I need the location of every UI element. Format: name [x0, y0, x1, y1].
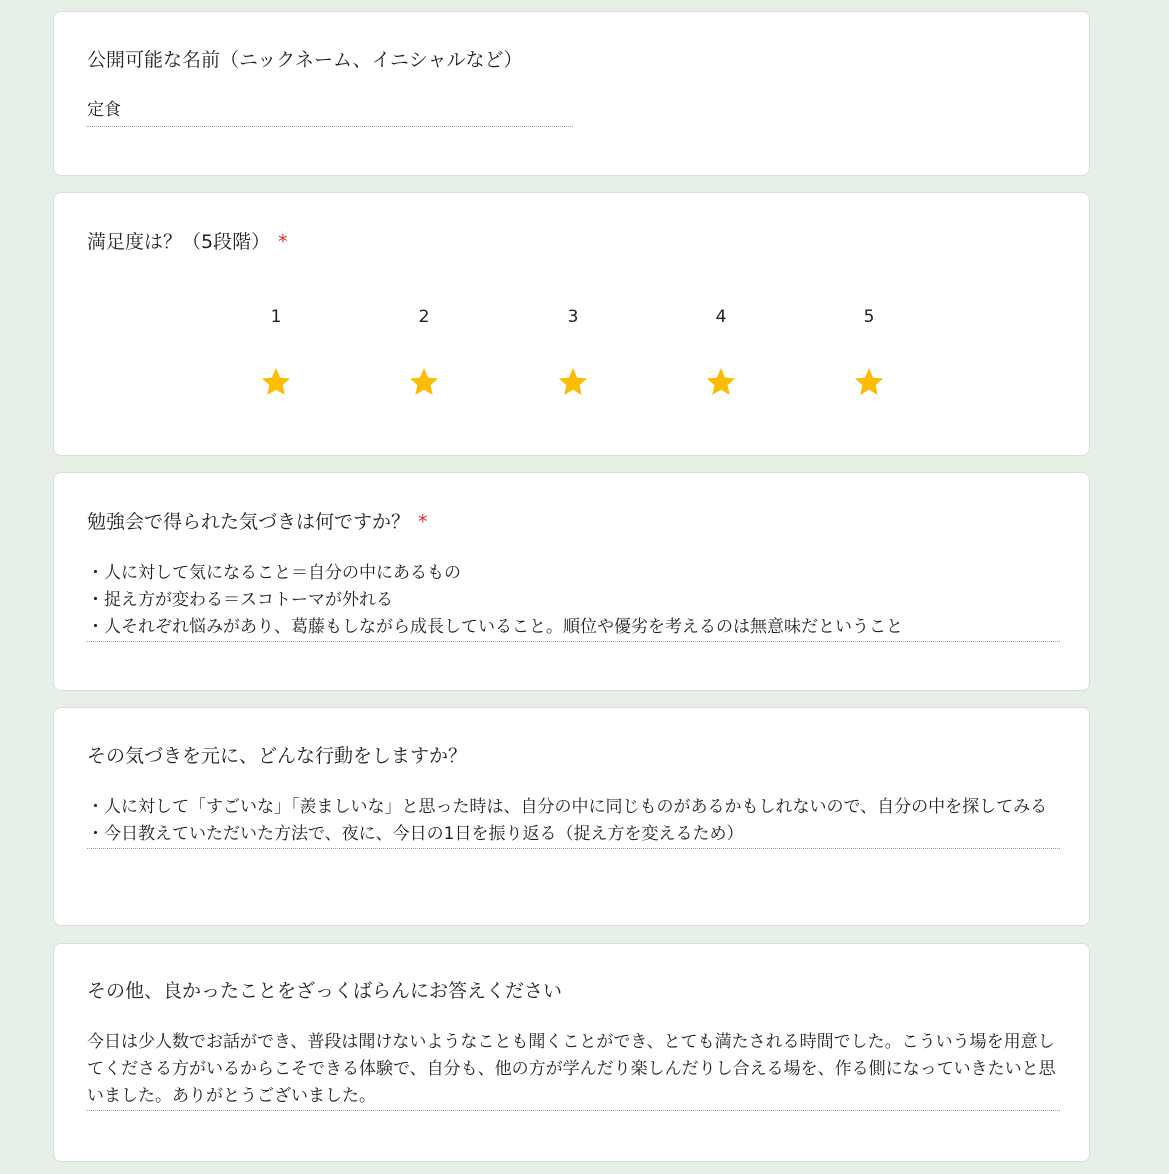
- star-icon[interactable]: [406, 365, 442, 399]
- question-title: 公開可能な名前（ニックネーム、イニシャルなど）: [87, 49, 523, 71]
- star-icon[interactable]: [851, 365, 887, 399]
- required-asterisk: *: [278, 231, 288, 253]
- star-icon[interactable]: [555, 365, 591, 399]
- answer-field-other[interactable]: 今日は少人数でお話ができ、普段は聞けないようなことも聞くことができ、とても満たされる時間でした。こういう場を用意してくださる方がいるからこそできる体験で、自分も、他の方が学んだり楽しんだりし合える場を、作る側になっていきたいと思いました。ありがとうございました。: [87, 1029, 1060, 1111]
- answer-field-name[interactable]: 定食: [87, 97, 573, 127]
- question-card-insights: [53, 472, 1090, 691]
- rating-option-2[interactable]: [394, 305, 454, 399]
- rating-option-1[interactable]: [246, 305, 306, 399]
- rating-option-3[interactable]: [543, 305, 603, 399]
- question-card-satisfaction: [53, 192, 1090, 456]
- star-icon[interactable]: [258, 365, 294, 399]
- required-asterisk: *: [418, 511, 428, 533]
- star-icon[interactable]: [703, 365, 739, 399]
- question-title: その他、良かったことをざっくばらんにお答えください: [87, 980, 563, 1002]
- question-title-text: 満足度は？（5段階）: [87, 231, 271, 253]
- question-card-actions: [53, 707, 1090, 926]
- question-title: その気づきを元に、どんな行動をしますか？: [87, 745, 468, 767]
- rating-label: 3: [567, 307, 579, 327]
- question-title: [87, 510, 428, 534]
- answer-field-insights[interactable]: ・人に対して気になること＝自分の中にあるもの ・捉え方が変わる＝スコトーマが外れる ・人それぞれ悩みがあり、葛藤もしながら成長していること。順位や優劣を考えるのは無意味だということ: [87, 560, 1060, 642]
- rating-label: 4: [715, 307, 727, 327]
- question-title-text: 勉強会で得られた気づきは何ですか？: [87, 511, 411, 533]
- rating-label: 1: [270, 307, 282, 327]
- rating-option-5[interactable]: [839, 305, 899, 399]
- rating-label: 5: [863, 307, 875, 327]
- rating-label: 2: [418, 307, 430, 327]
- question-title: [87, 230, 288, 254]
- answer-field-actions[interactable]: ・人に対して「すごいな」「羨ましいな」と思った時は、自分の中に同じものがあるかもしれないので、自分の中を探してみる ・今日教えていただいた方法で、夜に、今日の1日を振り返る（捉え方を変えるため）: [87, 794, 1060, 849]
- rating-option-4[interactable]: [691, 305, 751, 399]
- question-card-other: [53, 943, 1090, 1162]
- question-card-name: [53, 11, 1090, 176]
